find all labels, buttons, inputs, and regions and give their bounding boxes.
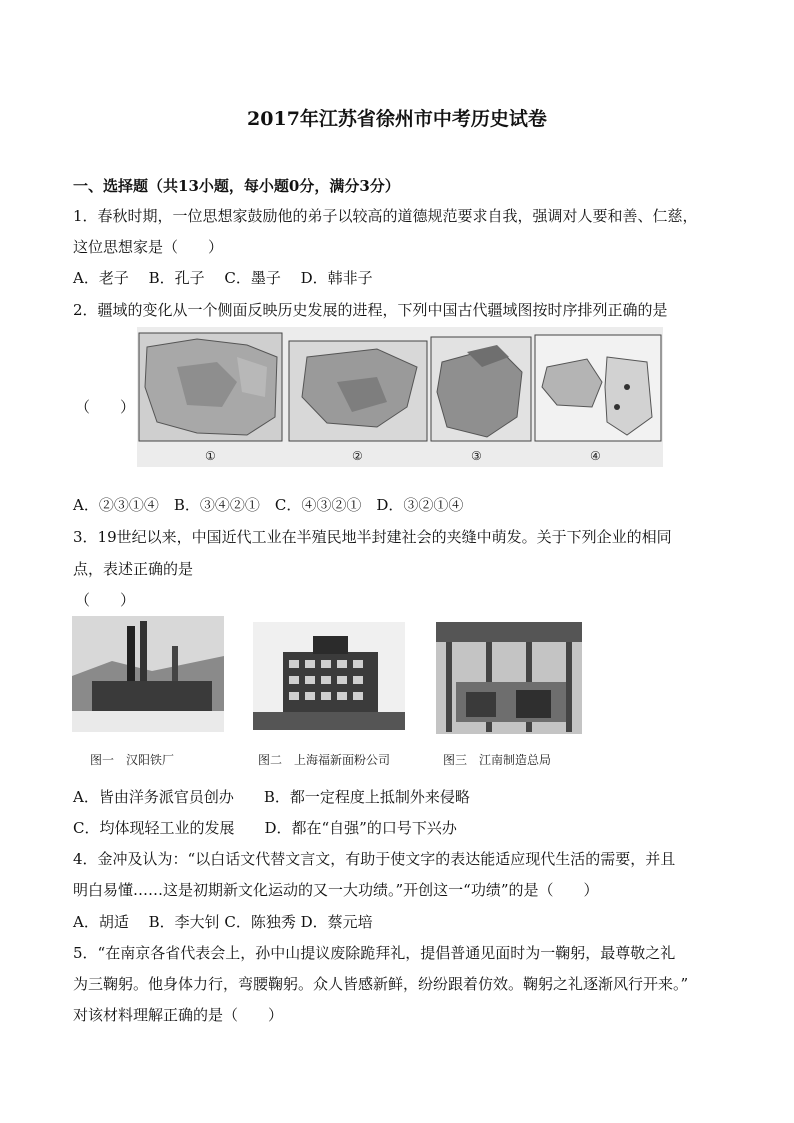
question-4-line-2: 明白易懂……这是初期新文化运动的又一大功绩。”开创这一“功绩”的是（ ） <box>73 881 599 899</box>
map-label-3: ③ <box>471 449 482 463</box>
section-heading: 一、选择题（共13小题，每小题0分，满分3分） <box>73 177 400 195</box>
map-label-2: ② <box>352 449 363 463</box>
question-3-options-cd: C．均体现轻工业的发展 D．都在“自强”的口号下兴办 <box>73 819 457 837</box>
photo-jiangnan-arsenal <box>436 622 582 734</box>
map-label-4: ④ <box>590 449 601 463</box>
question-5-line-1: 5．“在南京各省代表会上，孙中山提议废除跪拜礼，提倡普通见面时为一鞠躬，最尊敬之礼 <box>73 944 676 962</box>
question-2-paren: （ ） <box>75 398 136 416</box>
question-3-line-2: 点，表述正确的是 <box>73 560 194 578</box>
caption-figure-3: 图三 江南制造总局 <box>443 753 552 767</box>
question-3-line-1: 3．19世纪以来，中国近代工业在半殖民地半封建社会的夹缝中萌发。关于下列企业的相同 <box>73 528 672 546</box>
caption-figure-2: 图二 上海福新面粉公司 <box>258 753 391 767</box>
dynasty-maps <box>137 327 663 467</box>
map-strip <box>137 327 663 467</box>
photo-fuxin-flour-company <box>253 622 405 730</box>
question-1-options: A．老子 B．孔子 C．墨子 D．韩非子 <box>73 269 373 287</box>
question-5-line-2: 为三鞠躬。他身体力行，弯腰鞠躬。众人皆感新鲜，纷纷跟着仿效。鞠躬之礼逐渐风行开来。” <box>73 975 689 993</box>
caption-figure-1: 图一 汉阳铁厂 <box>90 753 175 767</box>
question-3-options-ab: A．皆由洋务派官员创办 B．都一定程度上抵制外来侵略 <box>73 788 470 806</box>
question-2-line-1: 2．疆域的变化从一个侧面反映历史发展的进程，下列中国古代疆域图按时序排列正确的是 <box>73 301 668 319</box>
map-label-1: ① <box>205 449 216 463</box>
photo-hanyang-ironworks <box>72 616 224 732</box>
question-3-paren: （ ） <box>75 591 136 609</box>
question-1-line-1: 1．春秋时期，一位思想家鼓励他的弟子以较高的道德规范要求自我，强调对人要和善、仁慈， <box>73 207 698 225</box>
question-1-line-2: 这位思想家是（ ） <box>73 238 224 256</box>
question-2-options: A．②③①④ B．③④②① C．④③②① D．③②①④ <box>73 496 464 514</box>
question-5-line-3: 对该材料理解正确的是（ ） <box>73 1006 284 1024</box>
question-4-options: A．胡适 B．李大钊 C．陈独秀 D．蔡元培 <box>73 913 373 931</box>
page-title: 2017年江苏省徐州市中考历史试卷 <box>247 108 547 130</box>
question-4-line-1: 4．金冲及认为：“以白话文代替文言文，有助于使文字的表达能适应现代生活的需要，并且 <box>73 850 676 868</box>
